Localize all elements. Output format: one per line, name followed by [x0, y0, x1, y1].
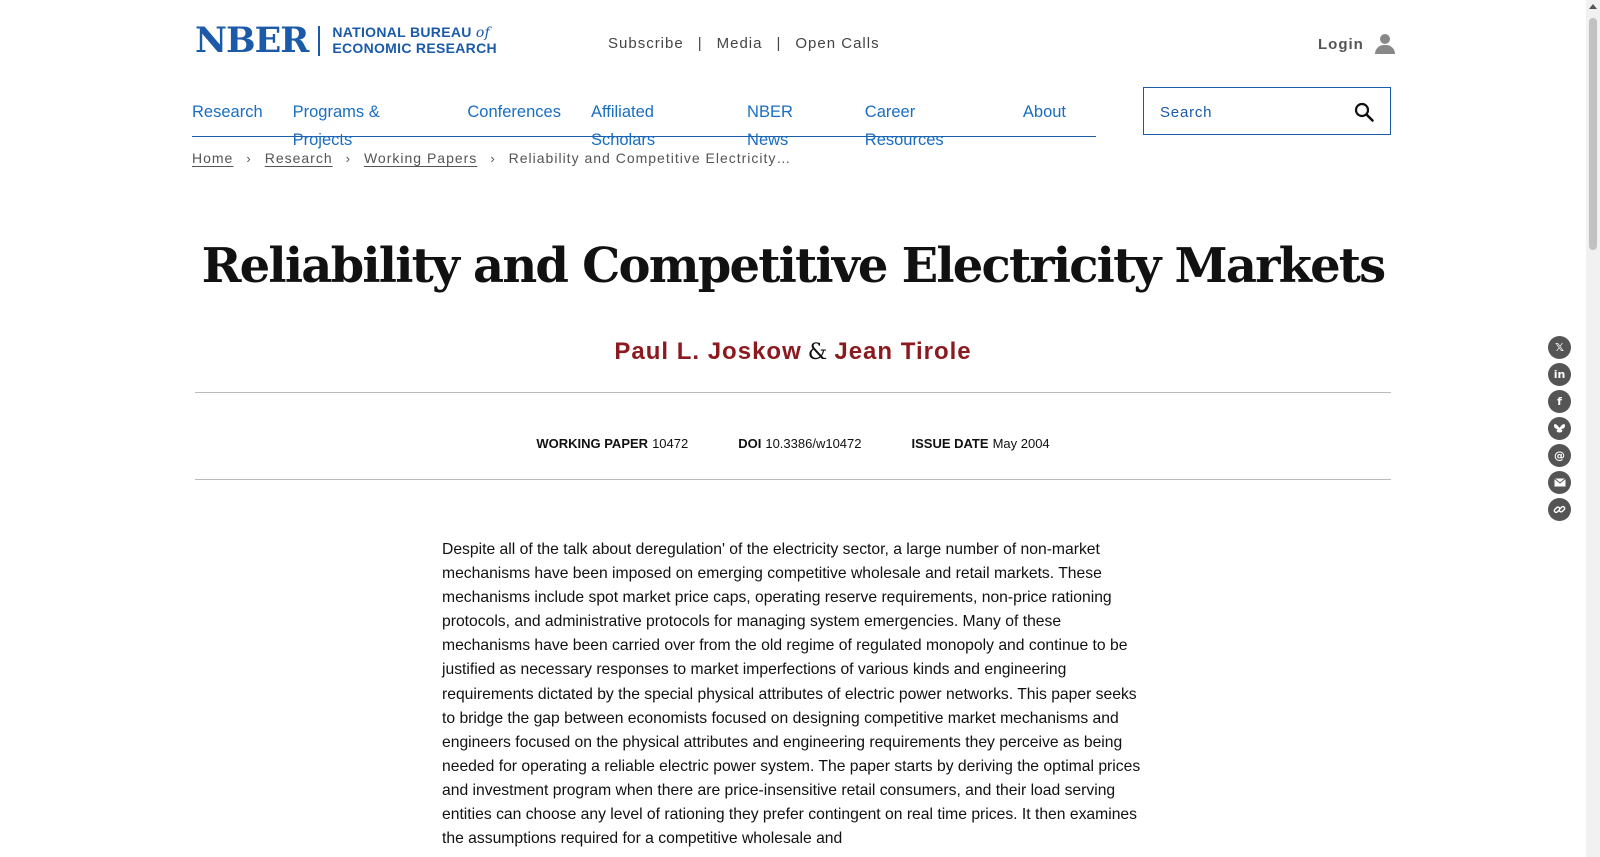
author-list	[0, 338, 1586, 366]
nav-nber-news[interactable]: NBER News	[747, 103, 793, 149]
utility-links	[608, 35, 880, 52]
nav-about[interactable]: About	[1022, 103, 1067, 121]
divider	[195, 479, 1391, 480]
logo-mark: NBER	[195, 20, 309, 61]
login-button[interactable]	[1318, 33, 1396, 55]
media-link[interactable]: Media	[716, 35, 763, 52]
nav-affiliated-scholars[interactable]: Affiliated Scholars	[590, 103, 656, 149]
breadcrumb-home[interactable]: Home	[192, 150, 234, 166]
scrollbar-thumb[interactable]	[1589, 18, 1597, 250]
utility-separator: |	[697, 35, 703, 52]
link-icon[interactable]	[1548, 498, 1571, 521]
nav-career-resources[interactable]: Career Resources	[864, 103, 944, 149]
divider	[195, 392, 1391, 393]
search-input[interactable]	[1158, 100, 1352, 124]
nav-programs-projects[interactable]: Programs & Projects	[292, 103, 380, 149]
chevron-right-icon: ›	[345, 150, 351, 166]
doi: DOI 10.3386/w10472	[738, 436, 862, 451]
working-paper-number: WORKING PAPER 10472	[536, 436, 689, 451]
paper-meta	[0, 436, 1586, 451]
utility-separator: |	[776, 35, 782, 52]
x-icon[interactable]: 𝕏	[1548, 336, 1571, 359]
author-link[interactable]: Jean Tirole	[834, 338, 972, 365]
abstract-text: Despite all of the talk about deregulation' of the electricity sector, a large number of non-market mechanisms have been imposed on emerging competitive wholesale and retail markets. These mechanisms include spot market price caps, operating reserve requirements, non-price rationing protocols, and administrative protocols for managing system emergencies. Many of these mechanisms have been carried over from the old regime of regulated monopoly and continue to be justified as necessary responses to market imperfections of various kinds and engineering requirements dictated by the special physical attributes of electric power networks. This paper seeks to bridge the gap between economists focused on designing competitive market mechanisms and engineers focused on the physical attributes and engineering requirements they perceive as being needed for operating a reliable electric power system. The paper starts by deriving the optimal prices and investment program when there are price-insensitive retail consumers, and their load serving entities can choose any level of rationing they prefer contingent on real time prices. It then examines the assumptions required for a competitive wholesale and	[442, 541, 1141, 848]
author-link[interactable]: Paul L. Joskow	[614, 338, 802, 365]
linkedin-icon[interactable]: in	[1548, 363, 1571, 386]
issue-date: ISSUE DATE May 2004	[911, 436, 1050, 451]
breadcrumb	[192, 150, 791, 166]
open-calls-link[interactable]: Open Calls	[795, 35, 880, 52]
breadcrumb-research[interactable]: Research	[264, 150, 333, 166]
user-icon	[1374, 33, 1396, 55]
search-box	[1143, 87, 1391, 135]
logo-divider	[318, 26, 320, 56]
nber-logo[interactable]	[195, 20, 497, 61]
page-title: Reliability and Competitive Electricity Markets	[201, 238, 1385, 294]
search-icon[interactable]	[1354, 102, 1374, 122]
subscribe-link[interactable]: Subscribe	[608, 35, 684, 52]
threads-icon[interactable]: @	[1548, 444, 1571, 467]
login-label: Login	[1318, 35, 1364, 53]
facebook-icon[interactable]: f	[1548, 390, 1571, 413]
email-icon[interactable]	[1548, 471, 1571, 494]
main-nav	[192, 98, 1096, 149]
bluesky-icon[interactable]	[1548, 417, 1571, 440]
scrollbar[interactable]	[1586, 0, 1600, 857]
breadcrumb-current: Reliability and Competitive Electricity…	[508, 150, 792, 166]
share-rail	[1548, 336, 1571, 525]
author-joiner: &	[807, 340, 829, 365]
breadcrumb-working-papers[interactable]: Working Papers	[363, 150, 478, 166]
chevron-right-icon: ›	[246, 150, 252, 166]
nav-research[interactable]: Research	[192, 103, 263, 121]
nav-conferences[interactable]: Conferences	[467, 103, 561, 121]
scroll-up-arrow-icon[interactable]	[1589, 4, 1597, 9]
logo-wordmark: NATIONAL BUREAU of ECONOMIC RESEARCH	[332, 24, 497, 56]
chevron-right-icon: ›	[490, 150, 496, 166]
